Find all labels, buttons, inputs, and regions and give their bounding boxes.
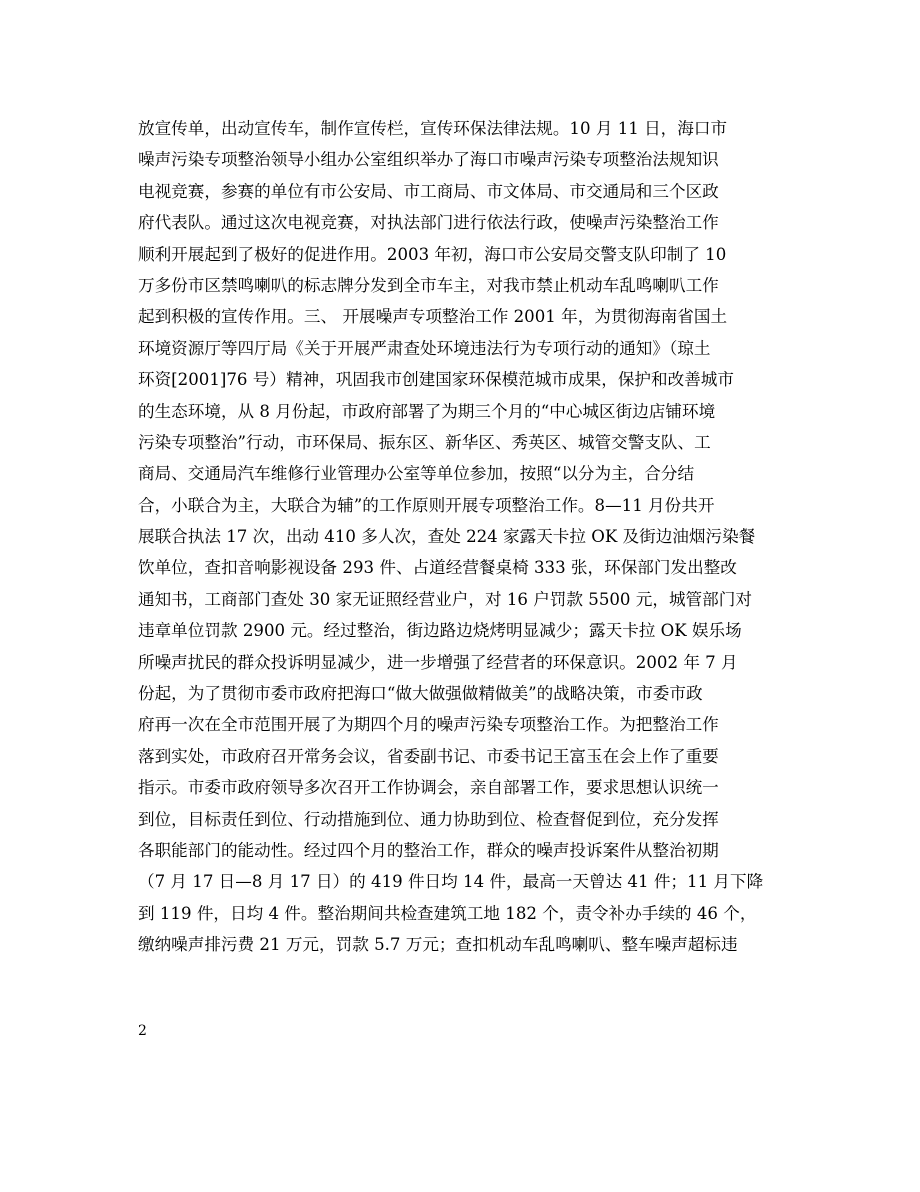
text-line: 各职能部门的能动性。经过四个月的整治工作，群众的噪声投诉案件从整治初期	[138, 840, 719, 860]
text-line: 饮单位，查扣音响影视设备 293 件、占道经营餐桌椅 333 张，环保部门发出整改	[138, 558, 737, 578]
text-line: 落到实处，市政府召开常务会议，省委副书记、市委书记王富玉在会上作了重要	[138, 746, 719, 766]
text-line: 的生态环境，从 8 月份起，市政府部署了为期三个月的“中心城区街边店铺环境	[138, 401, 716, 421]
text-line: 份起，为了贯彻市委市政府把海口“做大做强做精做美”的战略决策，市委市政	[138, 684, 703, 704]
text-line: 放宣传单，出动宣传车，制作宣传栏，宣传环保法律法规。10 月 11 日，海口市	[138, 119, 728, 138]
body-paragraph	[138, 113, 798, 961]
text-line: 环境资源厅等四厅局《关于开展严肃查处环境违法行为专项行动的通知》（琼土	[138, 338, 711, 358]
text-line: 合，小联合为主，大联合为辅”的工作原则开展专项整治工作。8—11 月份共开	[138, 495, 715, 515]
text-line: 商局、交通局汽车维修行业管理办公室等单位参加，按照“以分为主，合分结	[138, 464, 695, 484]
text-line: 展联合执法 17 次，出动 410 多人次，查处 224 家露天卡拉 OK 及街边油烟污染餐	[138, 527, 756, 547]
text-line: 电视竞赛，参赛的单位有市公安局、市工商局、市文体局、市交通局和三个区政	[138, 181, 719, 201]
text-line: 噪声污染专项整治领导小组办公室组织举办了海口市噪声污染专项整治法规知识	[138, 150, 719, 170]
text-line: 环资[2001]76 号）精神，巩固我市创建国家环保模范城市成果，保护和改善城市	[138, 370, 734, 390]
text-line: 缴纳噪声排污费 21 万元，罚款 5.7 万元；查扣机动车乱鸣喇叭、整车噪声超标违	[138, 935, 738, 955]
text-line: 指示。市委市政府领导多次召开工作协调会，亲自部署工作，要求思想认识统一	[138, 778, 719, 798]
text-line: 万多份市区禁鸣喇叭的标志牌分发到全市车主，对我市禁止机动车乱鸣喇叭工作	[138, 275, 719, 295]
text-line: 到 119 件，日均 4 件。整治期间共检查建筑工地 182 个，责令补办手续的 46 个，	[138, 903, 757, 923]
text-line: 到位，目标责任到位、行动措施到位、通力协助到位、检查督促到位，充分发挥	[138, 809, 719, 829]
text-line: 府再一次在全市范围开展了为期四个月的噪声污染专项整治工作。为把整治工作	[138, 715, 719, 735]
text-line: 顺利开展起到了极好的促进作用。2003 年初，海口市公安局交警支队印制了 10	[138, 244, 727, 264]
text-line: 所噪声扰民的群众投诉明显减少，进一步增强了经营者的环保意识。2002 年 7 月	[138, 652, 738, 672]
text-line: 污染专项整治”行动，市环保局、振东区、新华区、秀英区、城管交警支队、工	[138, 432, 711, 452]
text-line: 起到积极的宣传作用。三、 开展噪声专项整治工作 2001 年，为贯彻海南省国土	[138, 307, 728, 327]
text-line: （7 月 17 日—8 月 17 日）的 419 件日均 14 件，最高一天曾达 41 件；11 月下降	[138, 872, 764, 892]
text-line: 违章单位罚款 2900 元。经过整治，街边路边烧烤明显减少；露天卡拉 OK 娱乐场	[138, 621, 742, 641]
text-line: 通知书，工商部门查处 30 家无证照经营业户，对 16 户罚款 5500 元，城管部门对	[138, 589, 752, 609]
page-number: 2	[138, 1023, 147, 1039]
text-line: 府代表队。通过这次电视竞赛，对执法部门进行依法行政，使噪声污染整治工作	[138, 213, 719, 233]
